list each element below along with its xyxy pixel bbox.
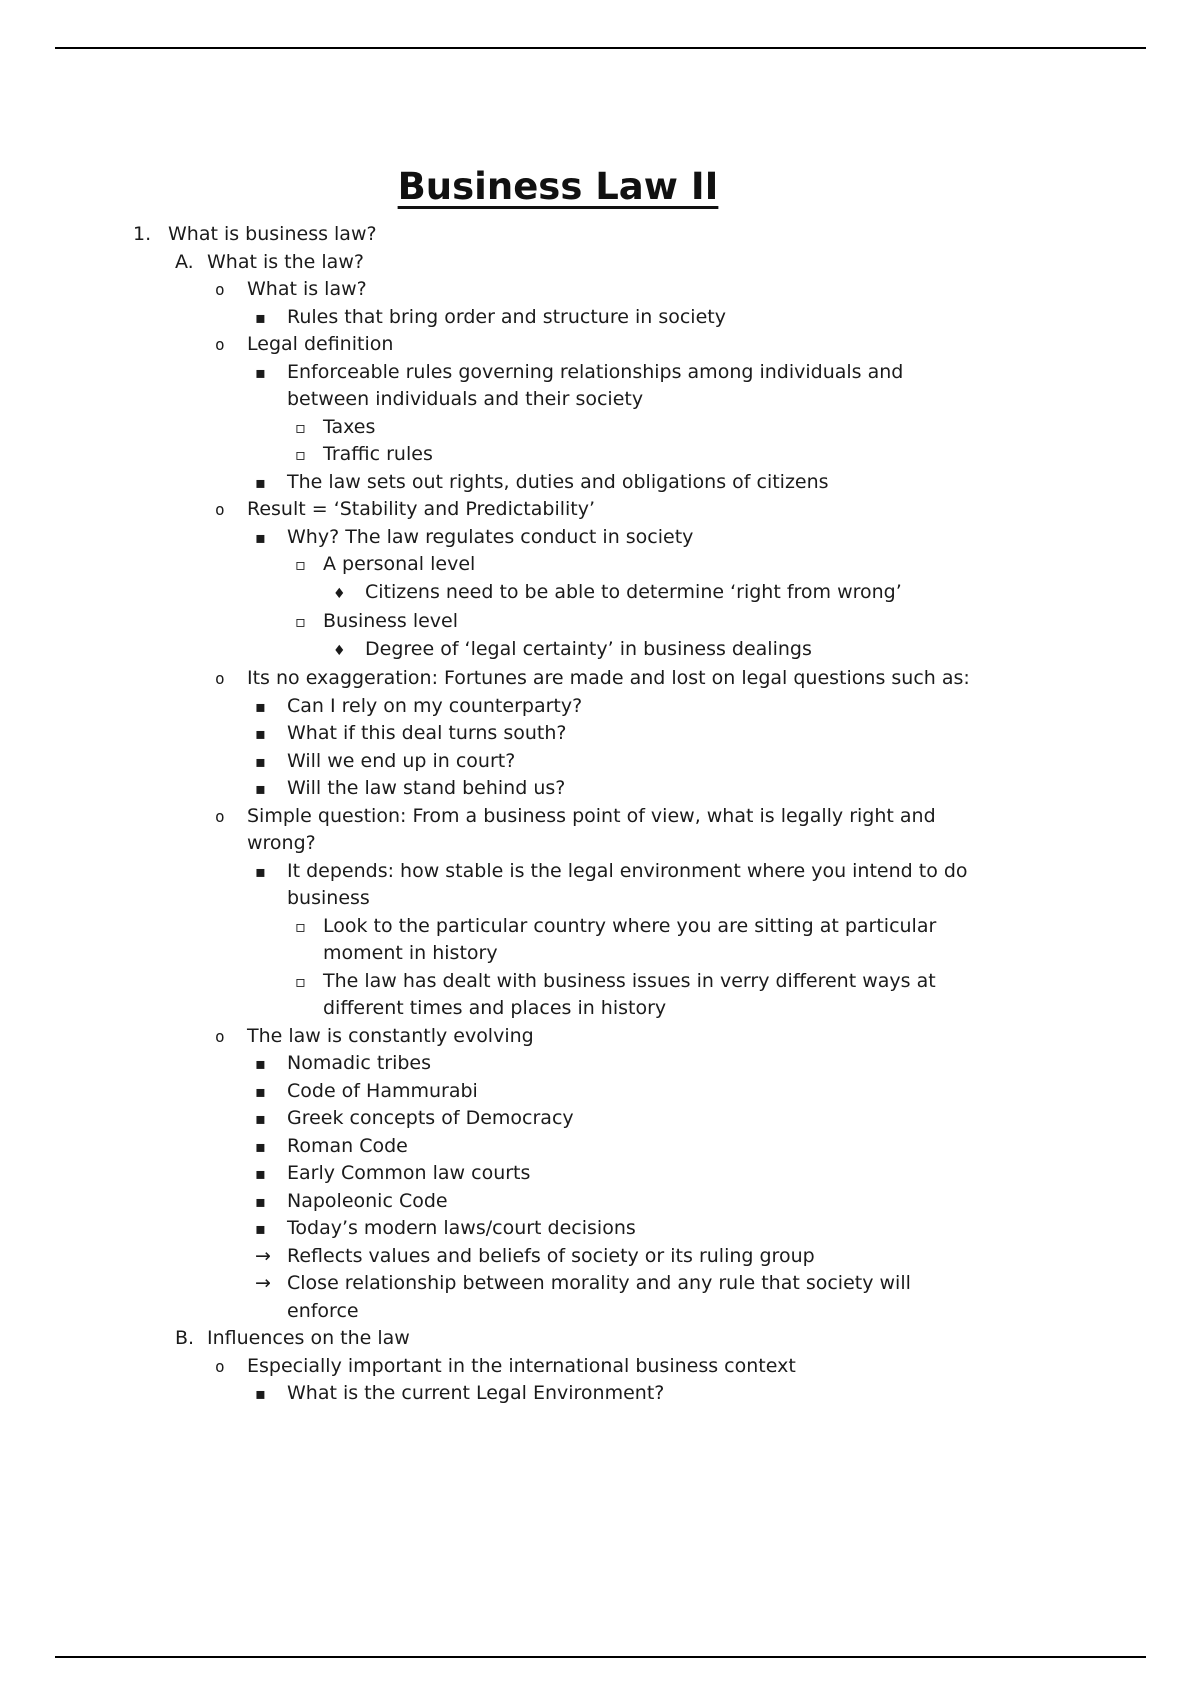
outline-item-text: Enforceable rules governing relationships among individuals and between individuals and their society: [287, 360, 904, 410]
bullet-square: ▪: [255, 1081, 266, 1101]
outline-item-text: Early Common law courts: [287, 1162, 531, 1184]
bullet-circle: o: [215, 500, 225, 519]
bullet-square: ▪: [255, 1384, 266, 1403]
outline-item-text: Can I rely on my counterparty?: [287, 694, 583, 717]
bullet-square-open: ▫: [295, 971, 306, 991]
outline-item-text: Will we end up in court?: [287, 749, 516, 772]
bullet-square: ▪: [255, 1054, 266, 1073]
outline-item-text: Result = ‘Stability and Predictability’: [247, 498, 596, 520]
header-rule: [55, 47, 1146, 49]
outline-item: [133, 1133, 988, 1161]
outline-item-text: Close relationship between morality and any rule that society will enforce: [287, 1272, 911, 1322]
bullet-square: ▪: [255, 307, 266, 327]
outline-item-text: The law sets out rights, duties and obligations of citizens: [287, 470, 829, 493]
bullet-square: ▪: [255, 362, 266, 382]
outline-item-text: Traffic rules: [323, 443, 433, 465]
outline-item-text: Nomadic tribes: [287, 1052, 432, 1074]
bullet-arrow: →: [255, 1244, 271, 1267]
bullet-square-open: ▫: [295, 555, 306, 574]
bullet-square: ▪: [255, 751, 266, 771]
bullet-alpha: B.: [175, 1327, 195, 1349]
bullet-square-open: ▫: [295, 916, 306, 936]
footer-rule: [55, 1656, 1146, 1658]
bullet-alpha: A.: [175, 250, 194, 273]
outline-item: [133, 1078, 988, 1106]
outline-item-text: Degree of ‘legal certainty’ in business dealings: [365, 637, 812, 660]
bullet-square: ▪: [255, 861, 266, 881]
outline-item-text: Why? The law regulates conduct in society: [287, 525, 694, 548]
outline-item-text: What is the law?: [207, 250, 364, 273]
outline-item: [133, 1105, 988, 1133]
outline-item: [133, 579, 988, 609]
bullet-diamond: ♦: [333, 642, 346, 659]
outline-item: [133, 414, 988, 442]
outline-item: [133, 1325, 988, 1353]
outline-item-text: A personal level: [323, 553, 476, 575]
outline-item: [133, 1380, 988, 1408]
outline-item-text: Greek concepts of Democracy: [287, 1107, 574, 1129]
outline-item: [133, 608, 988, 636]
bullet-diamond: ♦: [333, 585, 346, 602]
outline-item: [133, 968, 988, 1023]
bullet-circle: o: [215, 1356, 225, 1376]
bullet-square: ▪: [255, 472, 266, 492]
bullet-circle: o: [215, 669, 225, 688]
bullet-square: ▪: [255, 527, 266, 547]
outline-item-text: Its no exaggeration: Fortunes are made and lost on legal questions such as:: [247, 667, 970, 689]
outline-item-text: Legal definition: [247, 333, 394, 355]
bullet-square-open: ▫: [295, 612, 306, 631]
outline-item-text: It depends: how stable is the legal environment where you intend to do business: [287, 859, 968, 909]
outline-item: [133, 276, 988, 304]
outline-item-text: Look to the particular country where you are sitting at particular moment in history: [323, 914, 937, 964]
outline-item-text: What is business law?: [168, 223, 377, 245]
outline-item: [133, 913, 988, 968]
outline-item-text: Influences on the law: [207, 1327, 410, 1349]
bullet-square: ▪: [255, 1219, 266, 1238]
outline-item: [133, 636, 988, 666]
outline-item-text: What if this deal turns south?: [287, 722, 567, 744]
bullet-square: ▪: [255, 724, 266, 743]
outline: [133, 221, 988, 1408]
bullet-square-open: ▫: [295, 417, 306, 437]
outline-item-text: Simple question: From a business point of view, what is legally right and wrong?: [247, 804, 936, 854]
outline-item-text: Today’s modern laws/court decisions: [287, 1217, 636, 1239]
outline-item: [133, 359, 988, 414]
outline-item: [133, 858, 988, 913]
outline-item: [133, 1023, 988, 1051]
outline-item: [133, 441, 988, 469]
bullet-square: ▪: [255, 1109, 266, 1128]
outline-item: [133, 1188, 988, 1216]
outline-item: [133, 524, 988, 552]
outline-item: [133, 496, 988, 524]
bullet-arrow: →: [255, 1272, 271, 1294]
bullet-circle: o: [215, 280, 225, 299]
bullet-square: ▪: [255, 1136, 266, 1156]
bullet-square: ▪: [255, 696, 266, 716]
outline-item: [133, 803, 988, 858]
bullet-square: ▪: [255, 779, 266, 798]
outline-item: [133, 1160, 988, 1188]
outline-item-text: Napoleonic Code: [287, 1189, 448, 1212]
outline-item: [133, 304, 988, 332]
outline-item: [133, 748, 988, 776]
bullet-circle: o: [215, 1026, 225, 1046]
bullet-circle: o: [215, 335, 225, 354]
bullet-square: ▪: [255, 1191, 266, 1211]
outline-item: [133, 720, 988, 748]
bullet-square: ▪: [255, 1164, 266, 1183]
outline-item-text: What is law?: [247, 278, 367, 300]
outline-item: [133, 1215, 988, 1243]
outline-item-text: Code of Hammurabi: [287, 1079, 478, 1102]
outline-item: [133, 221, 988, 249]
outline-item: [133, 469, 988, 497]
bullet-number: 1.: [133, 223, 152, 245]
outline-item: [133, 1050, 988, 1078]
outline-item: [133, 1243, 988, 1271]
outline-item-text: Will the law stand behind us?: [287, 777, 566, 799]
outline-item-text: Roman Code: [287, 1134, 408, 1157]
outline-item: [133, 665, 988, 693]
outline-item-text: Citizens need to be able to determine ‘right from wrong’: [365, 580, 902, 603]
outline-item-text: Business level: [323, 610, 459, 632]
bullet-circle: o: [215, 806, 225, 826]
outline-item-text: Reflects values and beliefs of society or its ruling group: [287, 1244, 815, 1267]
outline-item: [133, 1353, 988, 1381]
outline-item: [133, 331, 988, 359]
outline-item-text: Rules that bring order and structure in society: [287, 305, 726, 328]
outline-item-text: The law has dealt with business issues in verry different ways at different times and places in history: [323, 969, 936, 1019]
outline-item-text: Especially important in the international business context: [247, 1354, 796, 1377]
outline-item: [133, 693, 988, 721]
outline-item: [133, 249, 988, 277]
outline-item: [133, 775, 988, 803]
outline-item-text: Taxes: [323, 415, 376, 438]
page-title: Business Law II: [397, 164, 719, 208]
outline-item: [133, 1270, 988, 1325]
outline-item-text: The law is constantly evolving: [247, 1024, 534, 1047]
bullet-square-open: ▫: [295, 445, 306, 464]
outline-item-text: What is the current Legal Environment?: [287, 1382, 665, 1404]
outline-item: [133, 551, 988, 579]
